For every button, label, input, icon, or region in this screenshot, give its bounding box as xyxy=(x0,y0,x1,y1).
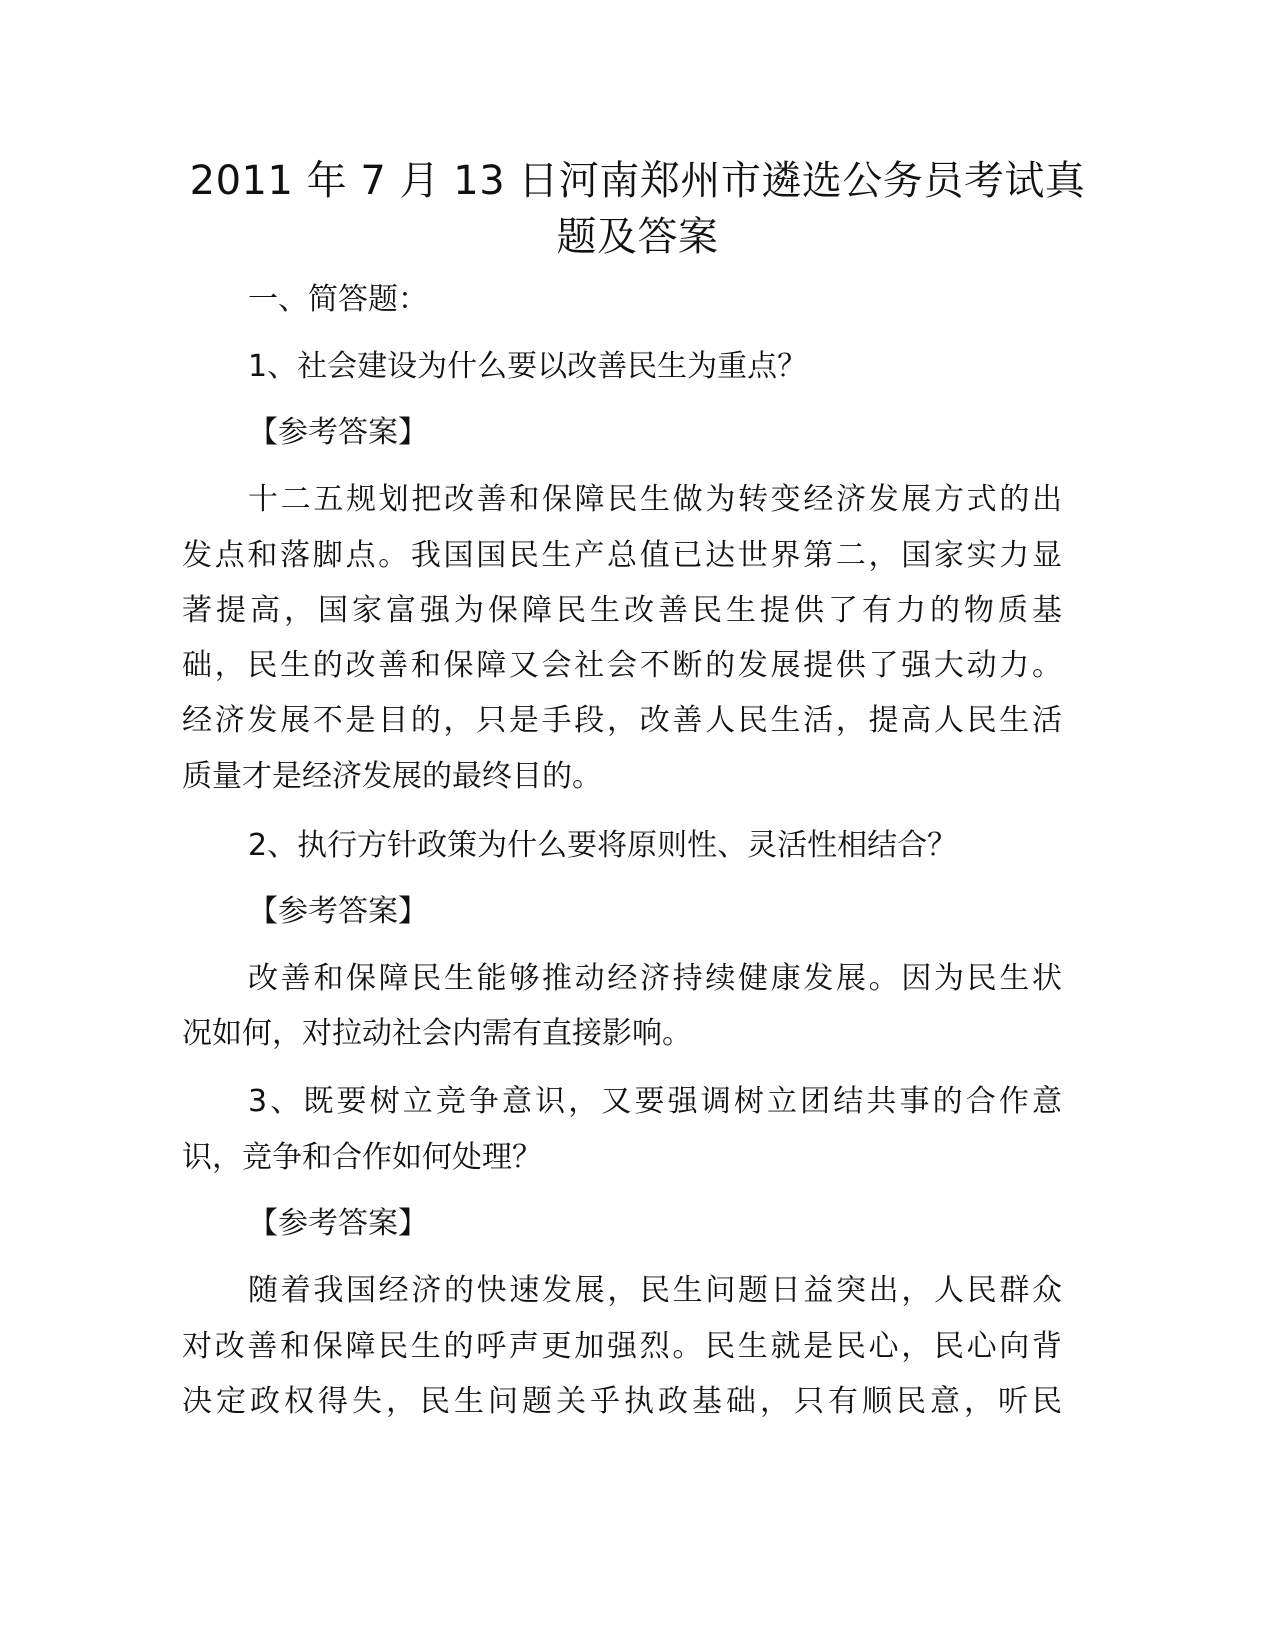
answer-3-line-1: 随着我国经济的快速发展，民生问题日益突出，人民群众 xyxy=(248,1273,1062,1308)
question-3-line-1: 3、既要树立竞争意识，又要强调树立团结共事的合作意 xyxy=(248,1084,1062,1119)
answer-label-3: 【参考答案】 xyxy=(248,1206,428,1241)
question-2-line-1: 2、执行方针政策为什么要将原则性、灵活性相结合？ xyxy=(248,828,958,863)
answer-1-line-3: 著提高，国家富强为保障民生改善民生提供了有力的物质基 xyxy=(182,593,1062,628)
answer-1-line-6: 质量才是经济发展的最终目的。 xyxy=(182,759,602,794)
question-1-line-1: 1、社会建设为什么要以改善民生为重点？ xyxy=(248,349,808,384)
section-heading: 一、简答题： xyxy=(248,282,428,317)
question-3-line-2: 识，竞争和合作如何处理？ xyxy=(182,1140,542,1175)
answer-label-1: 【参考答案】 xyxy=(248,415,428,450)
answer-1-line-5: 经济发展不是目的，只是手段，改善人民生活，提高人民生活 xyxy=(182,703,1062,738)
answer-3-line-3: 决定政权得失，民生问题关乎执政基础，只有顺民意，听民 xyxy=(182,1384,1062,1419)
answer-label-2: 【参考答案】 xyxy=(248,894,428,929)
answer-3-line-2: 对改善和保障民生的呼声更加强烈。民生就是民心，民心向背 xyxy=(182,1329,1062,1364)
answer-2-line-2: 况如何，对拉动社会内需有直接影响。 xyxy=(182,1016,692,1051)
answer-1-line-2: 发点和落脚点。我国国民生产总值已达世界第二，国家实力显 xyxy=(182,538,1062,573)
answer-1-line-1: 十二五规划把改善和保障民生做为转变经济发展方式的出 xyxy=(248,482,1062,517)
document-title-line-1: 2011 年 7 月 13 日河南郑州市遴选公务员考试真 xyxy=(189,158,1086,204)
answer-2-line-1: 改善和保障民生能够推动经济持续健康发展。因为民生状 xyxy=(248,961,1062,996)
document-title-line-2: 题及答案 xyxy=(556,214,719,260)
answer-1-line-4: 础，民生的改善和保障又会社会不断的发展提供了强大动力。 xyxy=(182,648,1062,683)
